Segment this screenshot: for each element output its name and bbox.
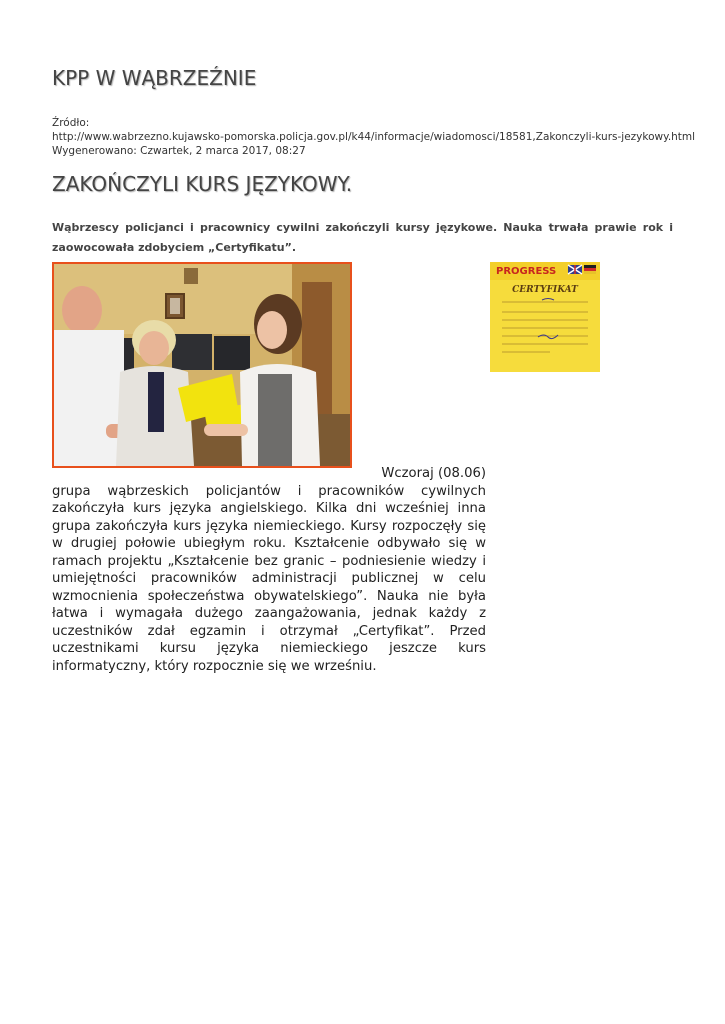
article-lead: Wąbrzescy policjanci i pracownicy cywilni zakończyli kursy językowe. Nauka trwała prawie rok i zaowocowała zdobyciem „Certyfikatu”. (52, 221, 673, 254)
certificate-image (490, 262, 600, 372)
article-title: ZAKOŃCZYLI KURS JĘZYKOWY. (52, 172, 353, 196)
article-body-first-line: Wczoraj (08.06) (381, 466, 486, 481)
article-body (52, 465, 486, 675)
article-body-paragraph: grupa wąbrzeskich policjantów i pracowników cywilnych zakończyła kurs języka angielskiego. Kilka dni wcześniej inna grupa zakończyła kurs języka niemieckiego. Kursy rozpoczęły się w drugiej połowie ubiegłym roku. Kształcenie odbywało się w ramach projektu „Kształcenie bez granic – podniesienie wiedzy i umiejętności pracowników administracji publicznej w celu wzmocnienia społeczeństwa obywatelskiego”. Nauka nie była łatwa i wymagała dużego zaangażowania, jednak każdy z uczestników zdał egzamin i otrzymał „Certyfikat”. Przed uczestnikami kursu języka niemieckiego jeszcze kurs informatyczny, który rozpocznie się we wrześniu. (52, 483, 486, 674)
cert-brand-text: PROGRESS (496, 266, 557, 277)
ceremony-photo (52, 262, 352, 468)
generated-date: Wygenerowano: Czwartek, 2 marca 2017, 08:27 (52, 145, 306, 157)
document-meta (52, 116, 695, 158)
source-label: Źródło: (52, 117, 90, 129)
cert-heading-text: CERTYFIKAT (512, 285, 578, 295)
source-url[interactable]: http://www.wabrzezno.kujawsko-pomorska.policja.gov.pl/k44/informacje/wiadomosci/18581,Zakonczyli-kurs-jezykowy.html (52, 131, 696, 143)
site-title: KPP W WĄBRZEŹNIE (52, 66, 257, 90)
